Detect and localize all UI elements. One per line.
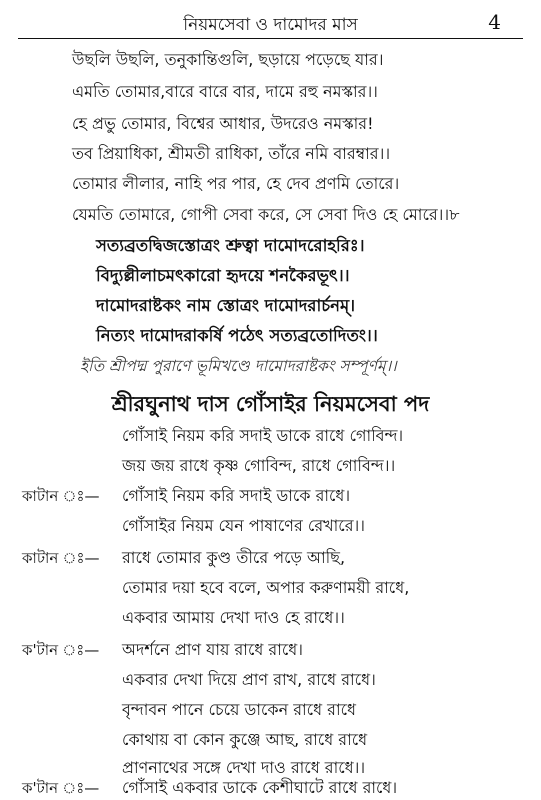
sanskrit-line: বিদ্যুল্লীলাচমৎকারো হৃদয়ে শনকৈরভূৎ।।: [96, 266, 350, 285]
sanskrit-line: সত্যব্রতদ্বিজস্তোত্রং শ্রুত্বা দামোদরোহরিঃ।: [96, 236, 365, 255]
lyric-line: একবার দেখা দিয়ে প্রাণ রাখ, রাধে রাধে।: [122, 670, 376, 689]
lyric-line: কোথায় বা কোন কুঞ্জে আছ, রাধে রাধে: [122, 730, 368, 749]
running-title: নিয়মসেবা ও দামোদর মাস: [183, 15, 358, 35]
lyric-line: তোমার দয়া হবে বলে, অপার করুণাময়ী রাধে,: [122, 578, 410, 597]
lyric-line: জয় জয় রাধে কৃষ্ণ গোবিন্দ, রাধে গোবিন্দ।।: [122, 456, 396, 475]
refrain-label: কাটান ঃ—: [22, 487, 100, 505]
colophon: ইতি শ্রীপদ্ম পুরাণে ভূমিখণ্ডে দামোদরাষ্টকং সম্পূর্ণম্।।: [80, 357, 397, 375]
lyric-line: গোঁসাইর নিয়ম যেন পাষাণের রেখারে।।: [122, 516, 365, 535]
sanskrit-line: নিত্যং দামোদরাকর্ষি পঠেৎ সত্যব্রতোদিতং।।: [96, 326, 378, 345]
lyric-line: গোঁসাই নিয়ম করি সদাই ডাকে রাধে।: [122, 486, 351, 505]
lyric-line: গোঁসাই নিয়ম করি সদাই ডাকে রাধে গোবিন্দ।: [122, 426, 404, 445]
refrain-label: ক'টান ঃ—: [22, 779, 100, 797]
page-header: [18, 8, 523, 39]
lyric-line: একবার আমায় দেখা দাও হে রাধে।।: [122, 608, 345, 627]
refrain-label: কাটান ঃ—: [22, 549, 100, 567]
lyric-line: গোঁসাই একবার ডাকে কেশীঘাটে রাধে রাধে।: [122, 778, 398, 797]
verse-line: তব প্রিয়াধিকা, শ্রীমতী রাধিকা, তাঁরে নমি বারম্বার।।: [72, 144, 391, 163]
verse-line: উছলি উছলি, তনুকান্তিগুলি, ছড়ায়ে পড়েছে যার।: [72, 50, 384, 69]
verse-line: তোমার লীলার, নাহি পর পার, হে দেব প্রণমি তোরে।: [72, 174, 400, 193]
page-number: 4: [488, 10, 501, 34]
lyric-line: অদর্শনে প্রাণ যায় রাধে রাধে।: [122, 640, 303, 659]
lyric-line: বৃন্দাবন পানে চেয়ে ডাকেন রাধে রাধে: [122, 700, 356, 719]
lyric-line: রাধে তোমার কুণ্ড তীরে পড়ে আছি,: [122, 548, 346, 567]
lyric-line: প্রাণনাথের সঙ্গে দেখা দাও রাধে রাধে।।: [122, 758, 366, 777]
refrain-label: ক'টান ঃ—: [22, 641, 100, 659]
verse-line: হে প্রভু তোমার, বিশ্বের আধার, উদরেও নমস্কার!: [72, 114, 374, 133]
verse-line: এমতি তোমার,বারে বারে বার, দামে রহু নমস্কার।।: [72, 82, 378, 101]
sanskrit-line: দামোদরাষ্টকং নাম স্তোত্রং দামোদরার্চনম্।: [96, 296, 356, 315]
verse-line: যেমতি তোমারে, গোপী সেবা করে, সে সেবা দিও হে মোরে।।৮: [72, 205, 460, 224]
section-title: শ্রীরঘুনাথ দাস গোঁসাইর নিয়মসেবা পদ: [111, 392, 430, 416]
